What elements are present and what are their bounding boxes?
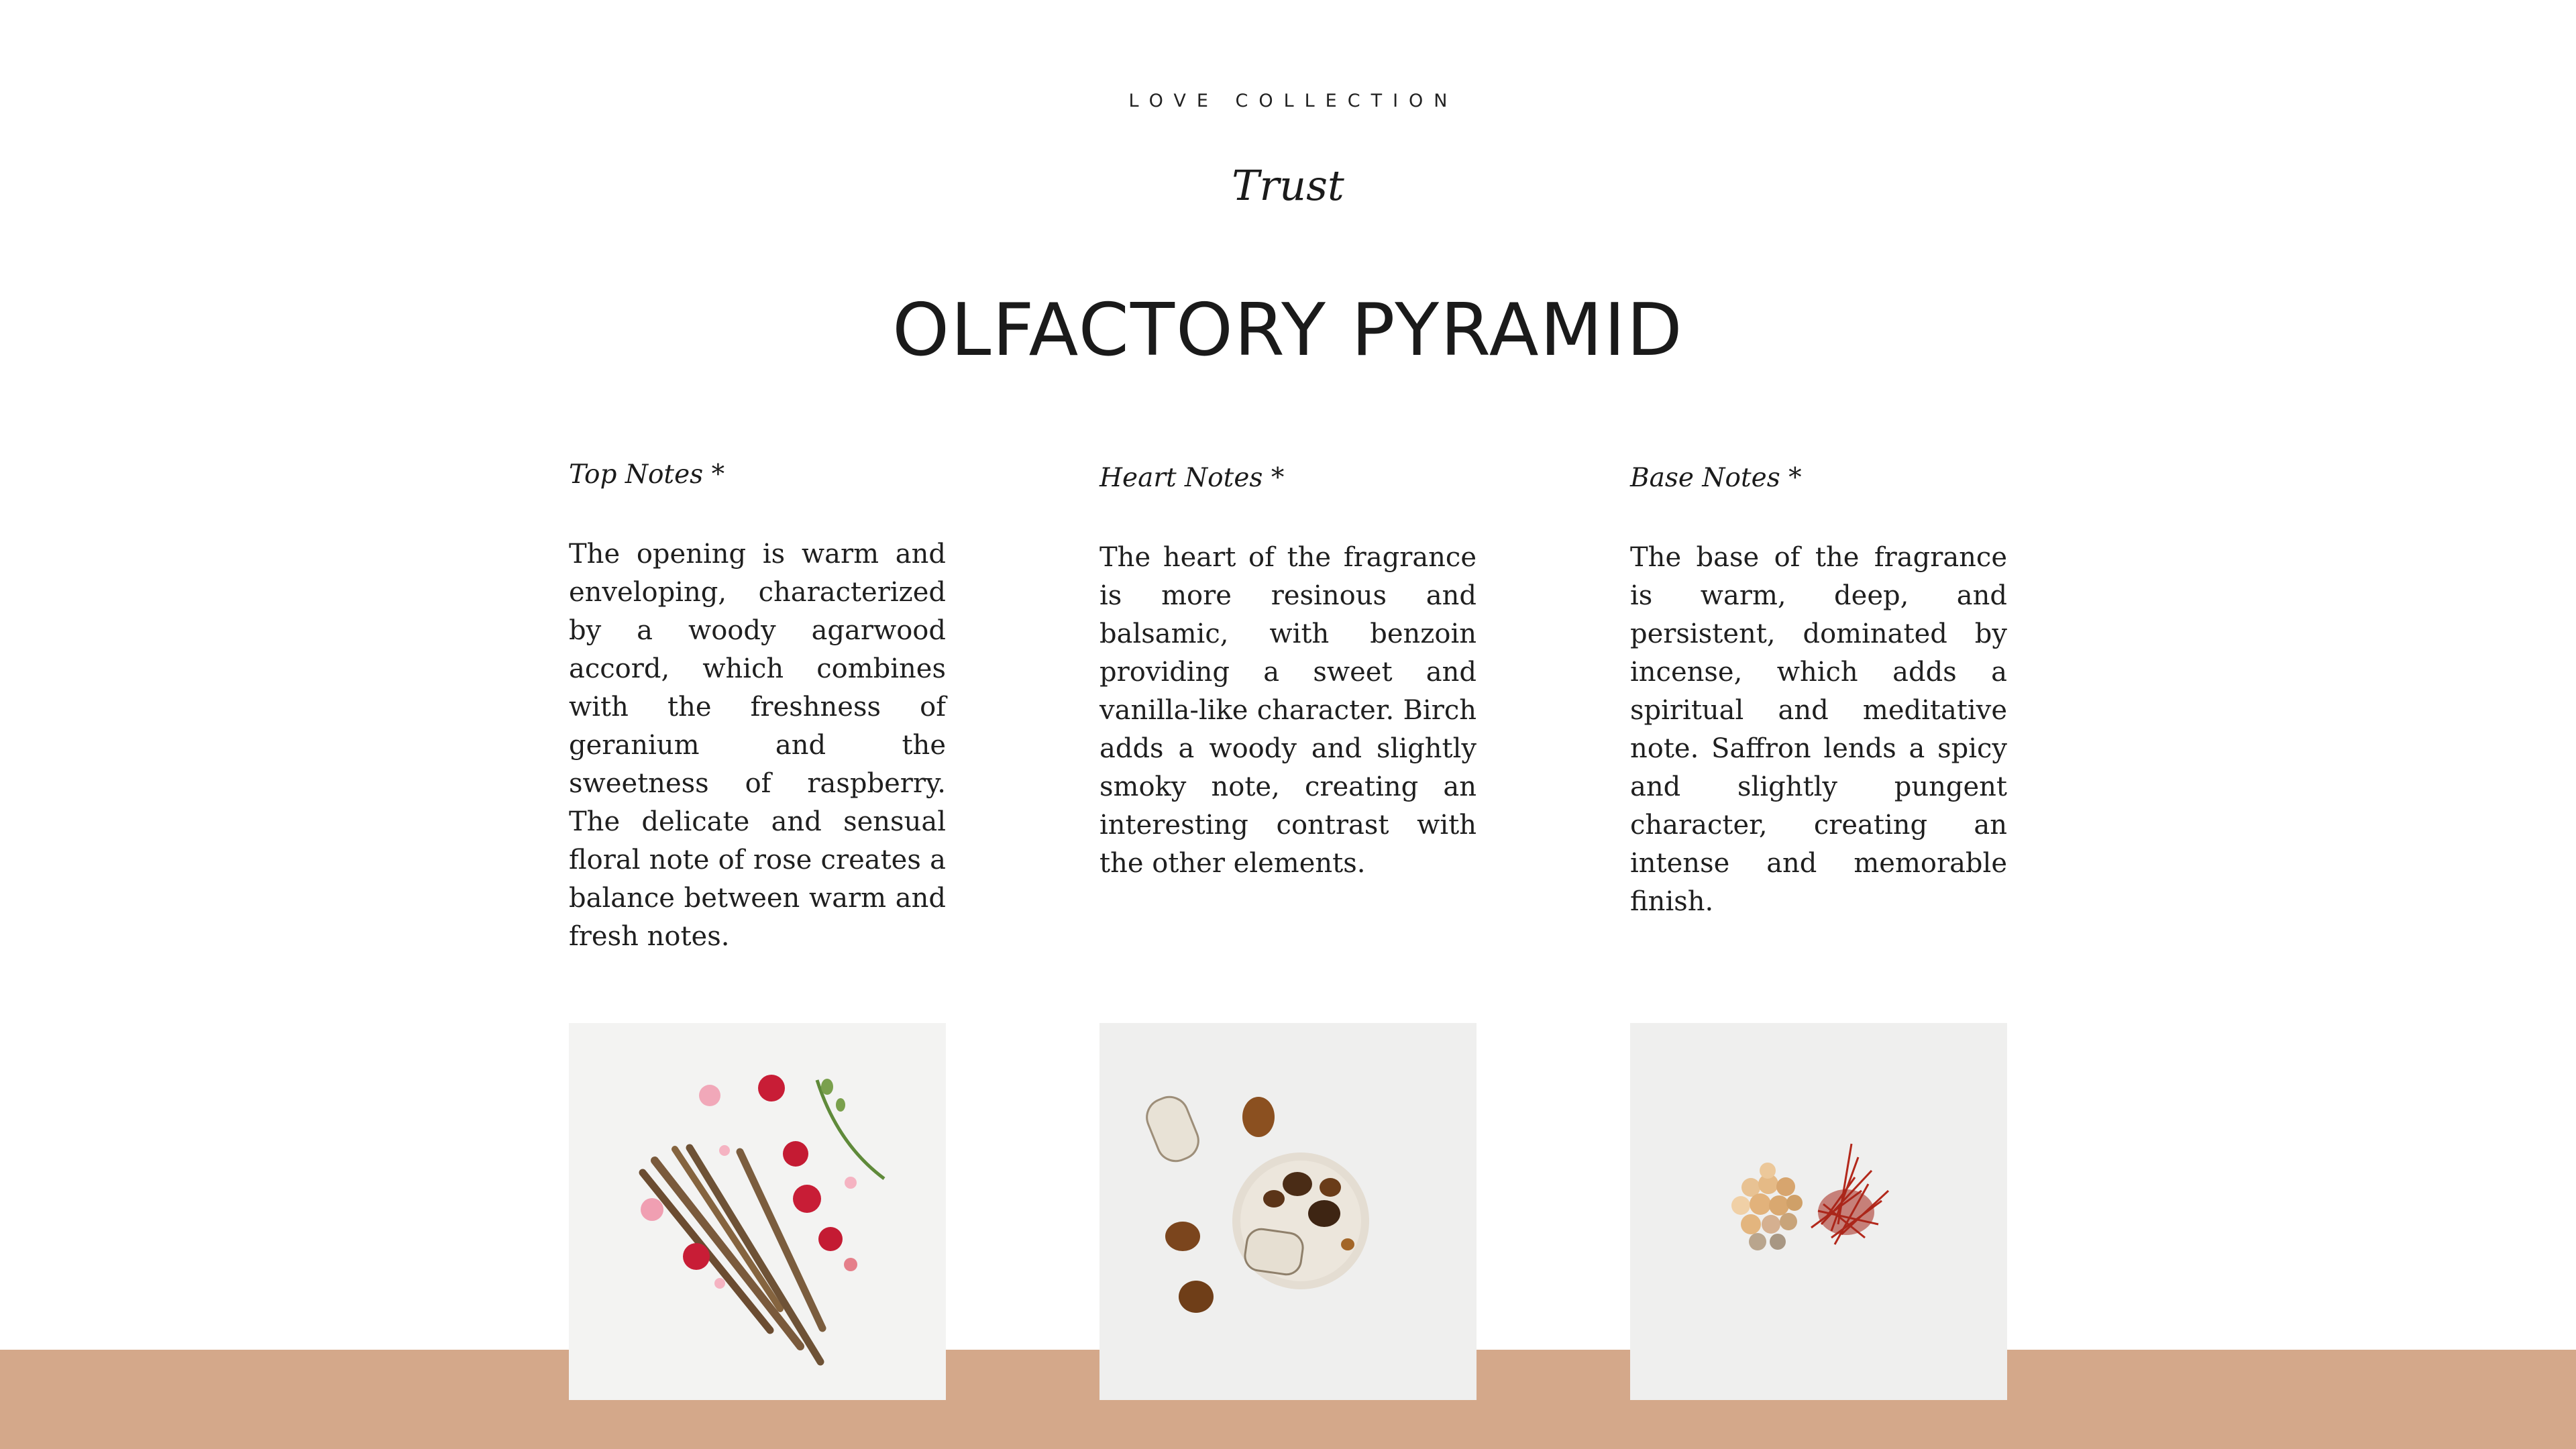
fragrance-name: Trust (1232, 161, 1344, 210)
base-notes-ingredients-image (1630, 1023, 2007, 1400)
heart-notes-title: Heart Notes * (1099, 463, 1285, 493)
top-notes-title: Top Notes * (569, 460, 725, 490)
base-notes-title: Base Notes * (1630, 463, 1802, 493)
top-notes-column (569, 460, 946, 956)
heart-notes-illustration (1099, 1023, 1477, 1400)
base-notes-column (1630, 463, 2007, 921)
heart-notes-column (1099, 463, 1477, 883)
heart-notes-description: The heart of the fragrance is more resinous and balsamic, with benzoin providing a sweet and vanilla-like character. Birch adds a woody and slightly smoky note, creating an interesting contrast with the other elements. (1099, 541, 1477, 879)
base-notes-description: The base of the fragrance is warm, deep, and persistent, dominated by incense, which adds a spiritual and meditative note. Saffron lends a spicy and slightly pungent character, creating an intense and memorable finish. (1630, 541, 2007, 917)
top-notes-ingredients-image (569, 1023, 946, 1400)
top-notes-description: The opening is warm and enveloping, characterized by a woody agarwood accord, which combines with the freshness of geranium and the sweetness of raspberry. The delicate and sensual floral note of rose creates a balance between warm and fresh notes. (569, 538, 946, 952)
section-title: OLFACTORY PYRAMID (892, 288, 1684, 372)
collection-label: LOVE COLLECTION (1128, 91, 1458, 111)
heart-notes-ingredients-image (1099, 1023, 1477, 1400)
top-notes-illustration (569, 1023, 946, 1400)
base-notes-illustration (1630, 1023, 2007, 1400)
